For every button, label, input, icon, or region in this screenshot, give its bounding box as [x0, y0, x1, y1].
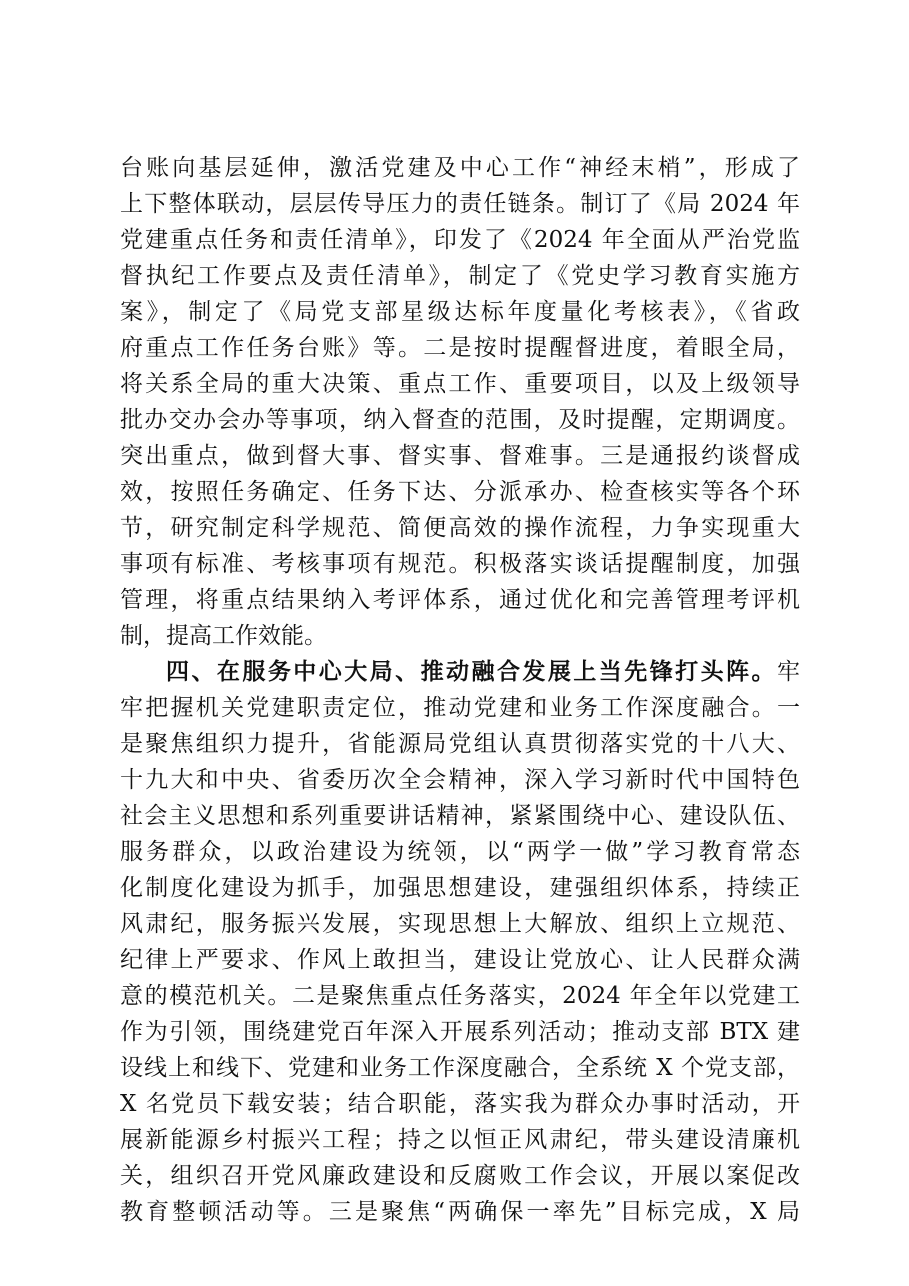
paragraph-1 — [120, 150, 800, 654]
text-line: 作为引领，围绕建党百年深入开展系列活动；推动支部 BTX 建 — [120, 1019, 800, 1045]
text-line: 是聚焦组织力提升，省能源局党组认真贯彻落实党的十八大、 — [120, 731, 800, 757]
text-line: 事项有标准、考核事项有规范。积极落实谈话提醒制度，加强 — [120, 551, 800, 577]
text-line: 意的模范机关。二是聚焦重点任务落实，2024 年全年以党建工 — [120, 983, 800, 1009]
heading-line-rest: 牢 — [777, 659, 800, 685]
text-line: 节，研究制定科学规范、简便高效的操作流程，力争实现重大 — [120, 515, 800, 541]
text-line: 批办交办会办等事项，纳入督查的范围，及时提醒，定期调度。 — [120, 407, 800, 433]
text-line: 台账向基层延伸，激活党建及中心工作“神经末梢”，形成了 — [120, 155, 800, 181]
text-line: 化制度化建设为抓手，加强思想建设，建强组织体系，持续正 — [120, 875, 800, 901]
text-line: 牢把握机关党建职责定位，推动党建和业务工作深度融合。一 — [120, 695, 800, 721]
text-line: 纪律上严要求、作风上敢担当，建设让党放心、让人民群众满 — [120, 947, 800, 973]
section-heading: 四、在服务中心大局、推动融合发展上当先锋打头阵。 — [166, 658, 777, 685]
text-line: 案》，制定了《局党支部星级达标年度量化考核表》，《省政 — [120, 299, 800, 325]
text-line: 社会主义思想和系列重要讲话精神，紧紧围绕中心、建设队伍、 — [120, 803, 800, 829]
text-line: 展新能源乡村振兴工程；持之以恒正风肃纪，带头建设清廉机 — [120, 1127, 800, 1153]
text-line: 党建重点任务和责任清单》，印发了《2024 年全面从严治党监 — [120, 227, 800, 253]
text-line: 设线上和线下、党建和业务工作深度融合，全系统 X 个党支部， — [120, 1055, 800, 1081]
text-line: 管理，将重点结果纳入考评体系，通过优化和完善管理考评机 — [120, 587, 800, 613]
text-line: 上下整体联动，层层传导压力的责任链条。制订了《局 2024 年 — [120, 191, 800, 217]
text-line: 突出重点，做到督大事、督实事、督难事。三是通报约谈督成 — [120, 443, 800, 469]
text-line: 府重点工作任务台账》等。二是按时提醒督进度，着眼全局， — [120, 335, 800, 361]
text-line: 督执纪工作要点及责任清单》，制定了《党史学习教育实施方 — [120, 263, 800, 289]
paragraph-heading-line — [120, 654, 800, 690]
text-line: 风肃纪，服务振兴发展，实现思想上大解放、组织上立规范、 — [120, 911, 800, 937]
text-line: 服务群众，以政治建设为统领，以“两学一做”学习教育常态 — [120, 839, 800, 865]
text-line: 十九大和中央、省委历次全会精神，深入学习新时代中国特色 — [120, 767, 800, 793]
text-line: 将关系全局的重大决策、重点工作、重要项目，以及上级领导 — [120, 371, 800, 397]
text-line: 关，组织召开党风廉政建设和反腐败工作会议，开展以案促改 — [120, 1163, 800, 1189]
text-line: 制，提高工作效能。 — [120, 623, 327, 649]
text-line: X 名党员下载安装；结合职能，落实我为群众办事时活动，开 — [120, 1091, 800, 1117]
body-text — [120, 150, 800, 1230]
paragraph-2 — [120, 654, 800, 1230]
text-line: 教育整顿活动等。三是聚焦“两确保一率先”目标完成，X 局 — [120, 1199, 800, 1225]
text-line: 效，按照任务确定、任务下达、分派承办、检查核实等各个环 — [120, 479, 800, 505]
